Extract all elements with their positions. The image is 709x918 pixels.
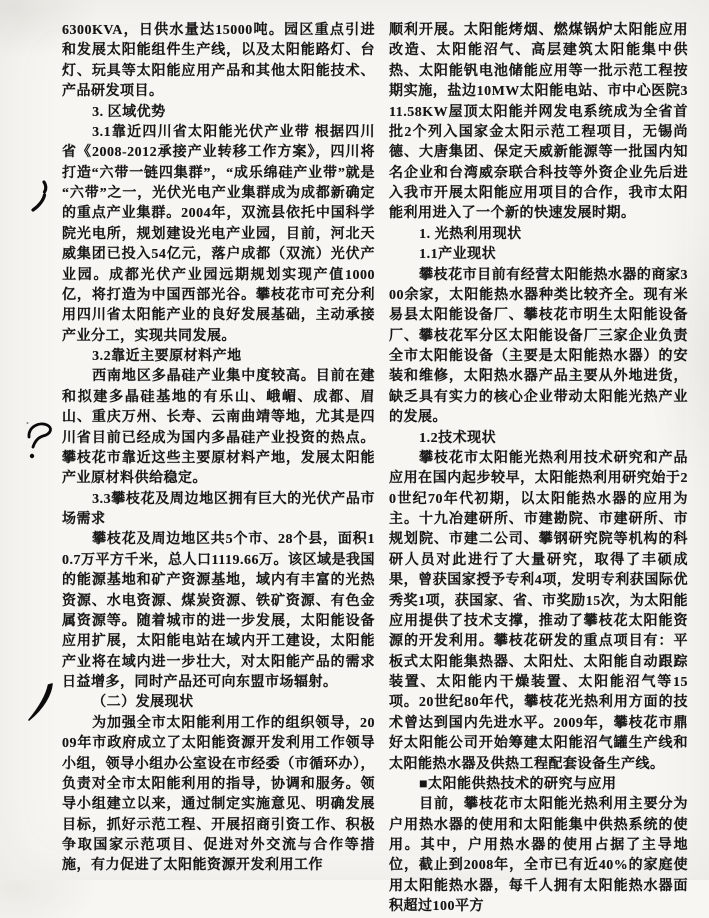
section-heading: 1. 光热利用现状 [419,226,522,242]
ink-mark-icon [27,683,55,728]
left-text-column [62,21,375,877]
ink-mark-icon [31,180,51,219]
body-paragraph: 攀枝花市太阳能光热利用技术研究和产品应用在国内起步较早，太阳能热利用研究始于20世纪70年代初期，以太阳能热水器的应用为主。十九冶建研所、市建勘院、市建研所、市规划院、市建二公司、攀钢研究院等机构的科研人员对此进行了大量研究，取得了丰硕成果，曾获国家授予专利4项，发明专利获国际优秀奖1项，获国家、省、市奖励15次，为太阳能应用提供了技术支撑，推动了攀枝花太阳能资源的开发利用。攀枝花研发的重点项目有：平板式太阳能集热器、太阳灶、太阳能自动跟踪装置、太阳能内干燥装置、太阳能沼气等15项。20世纪80年代，攀枝花光热利用方面的技术曾达到国内先进水平。2009年，攀枝花市鼎好太阳能公司开始筹建太阳能沼气罐生产线和太阳能热水器及供热工程配套设备生产线。 [389,450,688,772]
body-paragraph: 目前，攀枝花市太阳能光热利用主要分为户用热水器的使用和太阳能集中供热系统的使用。其中，户用热水器的使用占据了主导地位，截止到2008年，全市已有近40%的家庭使用太阳能热水器，每千人拥有太阳能热水器面积超过100平方 [389,797,688,915]
section-heading: 3. 区域优势 [92,104,166,120]
right-text-column [389,21,688,918]
body-paragraph: 3.1靠近四川省太阳能光伏产业带 根据四川省《2008-2012承接产业转移工作方案》，四川将打造“六带一链四集群”，“成乐绵硅产业带”就是“六带”之一，光伏光电产业集群成为成都新确定的重点产业集群。2004年，双流县依托中国科学院光电所，规划建设光电产业园，目前，河北天威集团已投入54亿元，落户成都（双流）光伏产业园。成都光伏产业园远期规划实现产值1000亿，将打造为中国西部光谷。攀枝花市可充分利用四川省太阳能产业的良好发展基础，主动承接产业分工，实现共同发展。 [62,124,375,344]
body-paragraph: 为加强全市太阳能利用工作的组织领导，2009年市政府成立了太阳能资源开发利用工作领导小组，领导小组办公室设在市经委（市循环办），负责对全市太阳能利用的指导，协调和服务。领导小组建立以来，通过制定实施意见、明确发展目标，抓好示范工程、开展招商引资工作、积极争取国家示范项目、促进对外交流与合作等措施，有力促进了太阳能资源开发利用工作 [62,715,375,874]
section-heading: （二）发展现状 [92,695,194,711]
section-heading: 1.1产业现状 [419,247,497,263]
section-heading: ■太阳能供热技术的研究与应用 [419,776,617,792]
continued-paragraph: 顺利开展。太阳能烤烟、燃煤锅炉太阳能应用改造、太阳能沼气、高层建筑太阳能集中供热、太阳能钒电池储能应用等一批示范工程按期实施，盐边10MW太阳能电站、市中心医院311.58KW屋顶太阳能并网发电系统成为全省首批2个列入国家金太阳示范工程项目，无锡尚德、大唐集团、保定天威新能源等一批国内知名企业和台湾威奈联合科技等外资企业先后进入我市开展太阳能应用项目的合作，我市太阳能利用进入了一个新的快速发展时期。 [389,23,688,222]
section-heading: 3.2靠近主要原材料产地 [92,349,242,364]
ink-mark-icon [25,420,55,467]
body-paragraph: 西南地区多晶硅产业集中度较高。目前在建和拟建多晶硅基地的有乐山、峨嵋、成都、眉山、重庆万州、长寿、云南曲靖等地，尤其是四川省目前已经成为国内多晶硅产业投资的热点。攀枝花市靠近这些主要原材料产地，发展太阳能产业原材料供给稳定。 [62,369,375,487]
body-paragraph: 攀枝花市目前有经营太阳能热水器的商家300余家，太阳能热水器种类比较齐全。现有米易县太阳能设备厂、攀枝花市明生太阳能设备厂、攀枝花军分区太阳能设备厂三家企业负责全市太阳能设备（主要是太阳能热水器）的安装和维修，太阳热水器产品主要从外地进货，缺乏具有实力的核心企业带动太阳能光热产业的发展。 [389,267,688,426]
continued-paragraph: 6300KVA，日供水量达15000吨。园区重点引进和发展太阳能组件生产线，以及太阳能路灯、台灯、玩具等太阳能应用产品和其他太阳能技术、产品研发项目。 [62,23,375,100]
section-heading: 1.2技术现状 [419,430,497,446]
body-paragraph: 攀枝花及周边地区共5个市、28个县，面积10.7万平方千米，总人口1119.66万。该区域是我国的能源基地和矿产资源基地，域内有丰富的光热资源、水电资源、煤炭资源、铁矿资源、有色金属资源等。随着城市的进一步发展，太阳能设备应用扩展，太阳能电站在域内开工建设，太阳能产业将在域内进一步壮大，对太阳能产品的需求日益增多，同时产品还可向东盟市场辐射。 [62,532,375,690]
section-heading: 3.3攀枝花及周边地区拥有巨大的光伏产品市场需求 [62,491,375,527]
